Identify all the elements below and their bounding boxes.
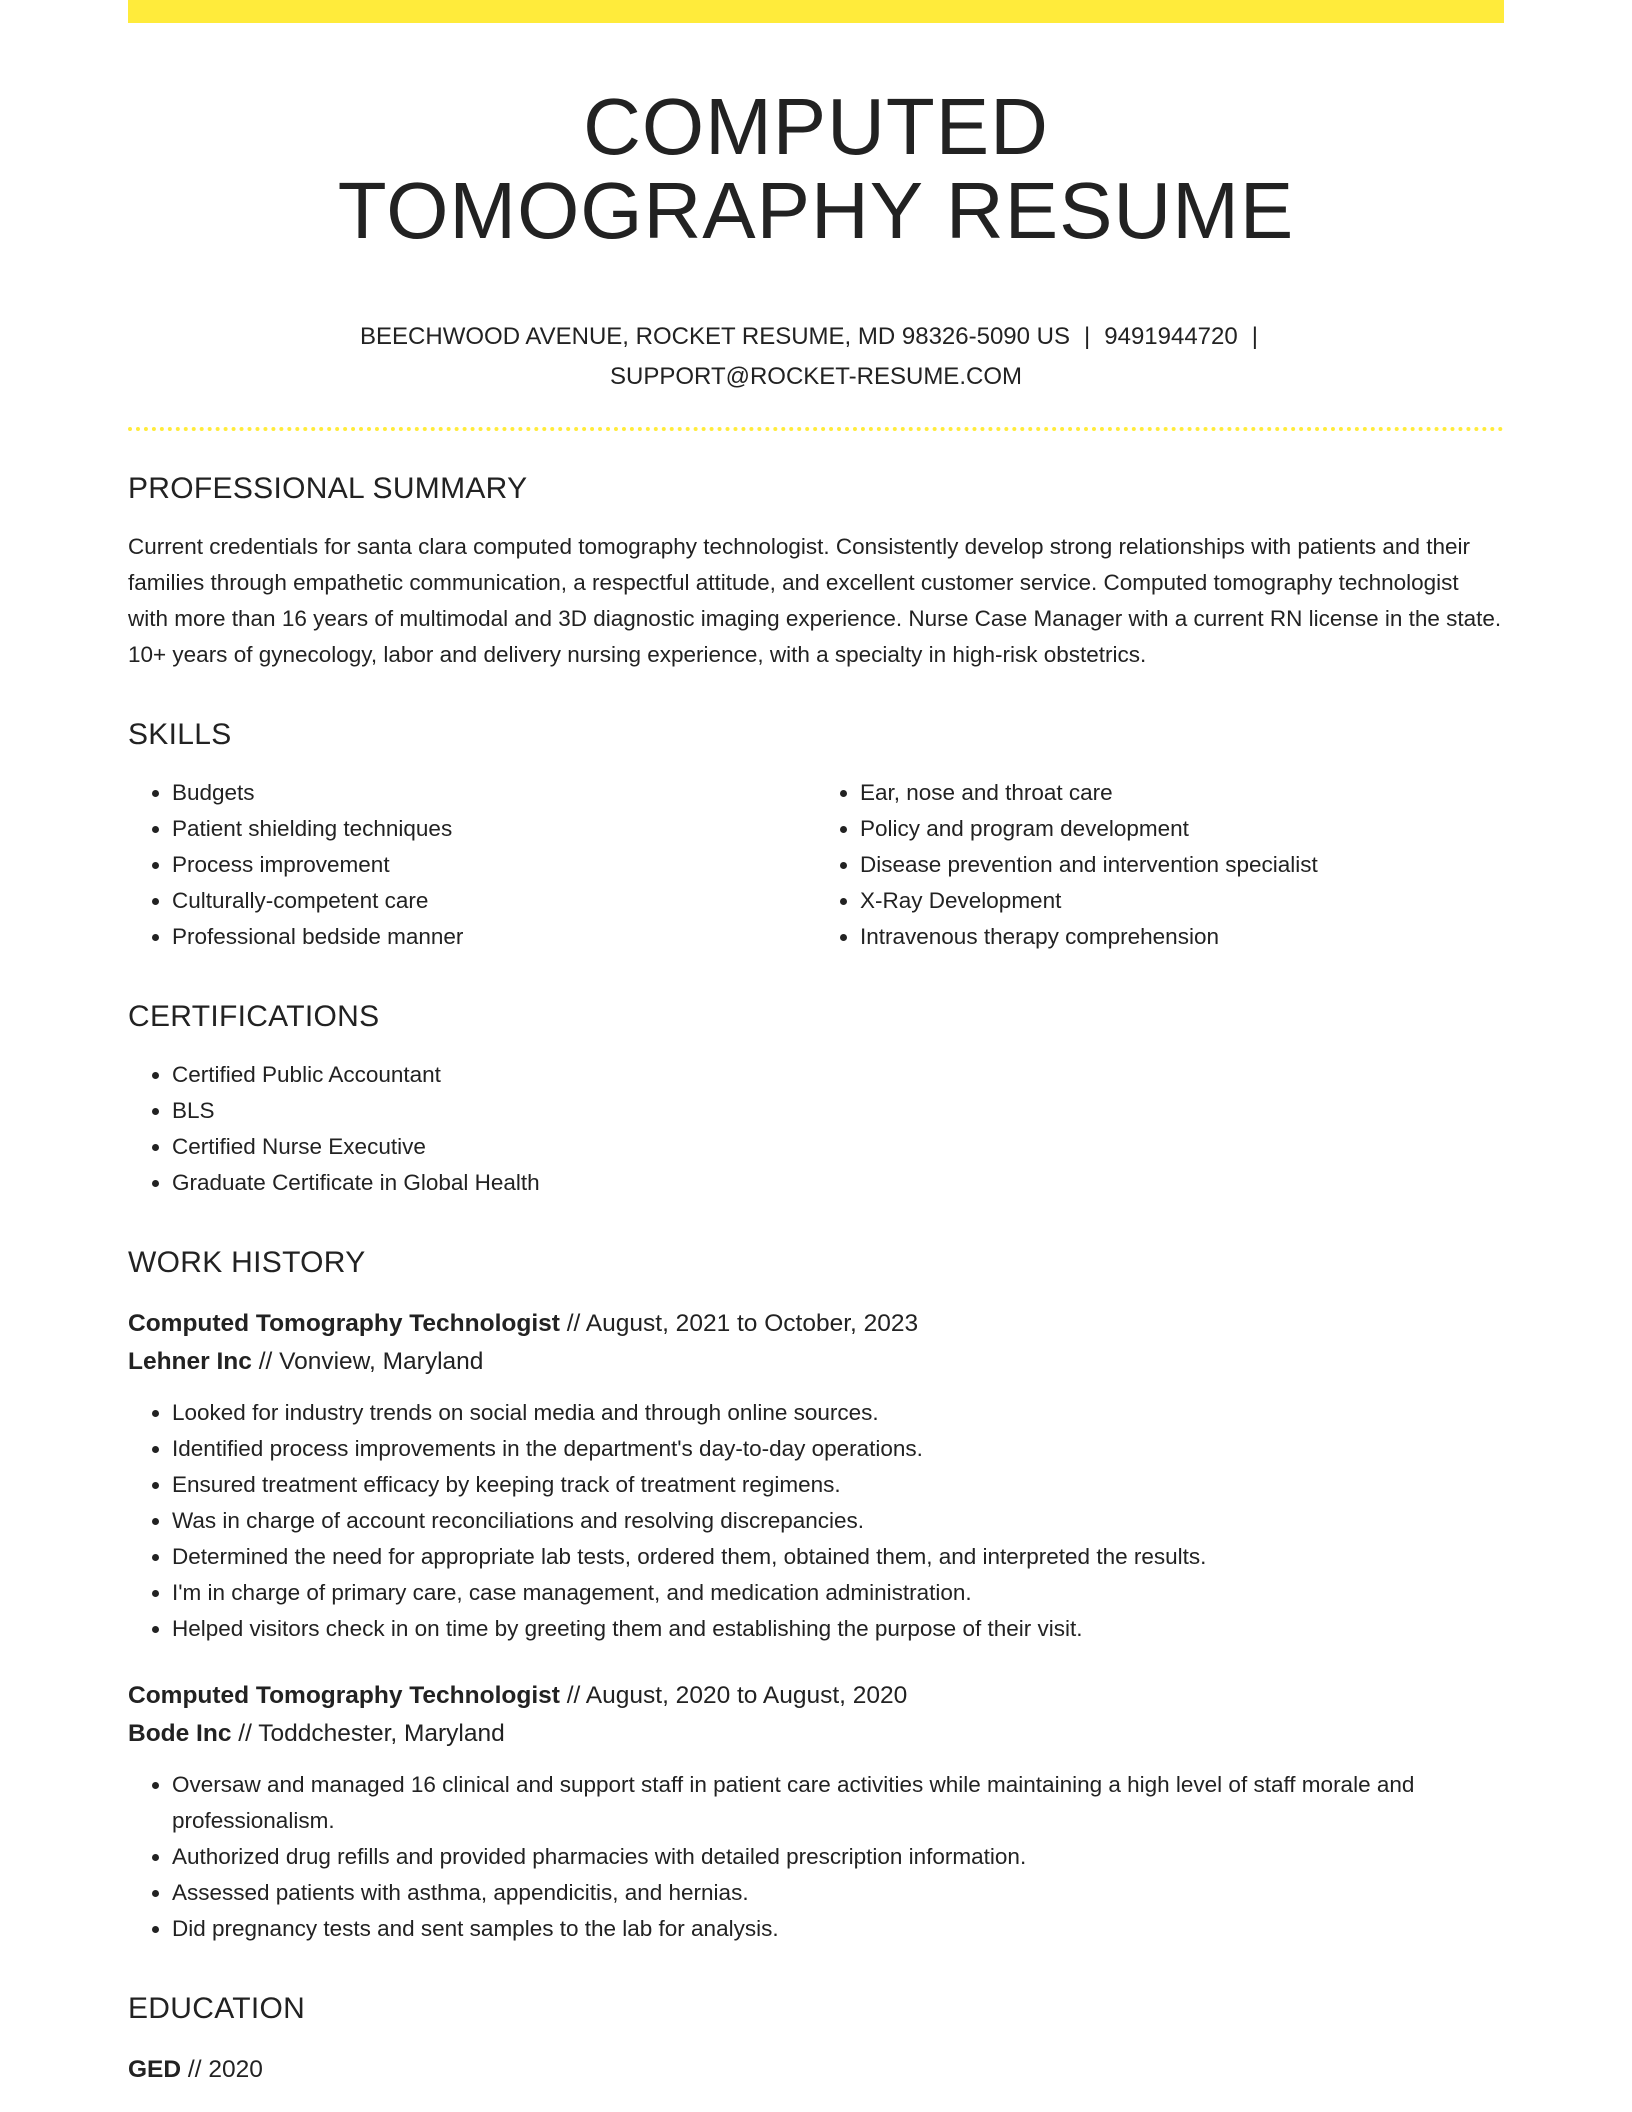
accent-top-bar — [128, 0, 1504, 23]
job-duty: • Was in charge of account reconciliations and resolving discrepancies. — [172, 1503, 1504, 1539]
job-title-line — [128, 1305, 1504, 1343]
contact-separator: | — [1251, 323, 1258, 350]
job-location: // Vonview, Maryland — [251, 1348, 484, 1375]
contact-line1 — [128, 317, 1504, 357]
job-entry — [128, 1677, 1504, 1947]
job-duty: • Looked for industry trends on social media and through online sources. — [172, 1395, 1504, 1431]
work-history-heading: WORK HISTORY — [128, 1246, 366, 1279]
skill-item: • Patient shielding techniques — [172, 811, 816, 847]
skill-item: • Intravenous therapy comprehension — [860, 919, 1504, 955]
skills-heading: SKILLS — [128, 718, 232, 751]
certification-item: • Certified Nurse Executive — [172, 1129, 1504, 1165]
job-duty: • Determined the need for appropriate lab tests, ordered them, obtained them, and interpreted the results. — [172, 1539, 1504, 1575]
skill-item: • Policy and program development — [860, 811, 1504, 847]
resume-title — [128, 82, 1504, 255]
job-duties-list — [128, 1767, 1504, 1947]
job-title-line — [128, 1677, 1504, 1715]
skill-item: • Professional bedside manner — [172, 919, 816, 955]
job-duty: • Ensured treatment efficacy by keeping track of treatment regimens. — [172, 1467, 1504, 1503]
skills-grid — [128, 775, 1504, 955]
resume-title-line2: TOMOGRAPHY RESUME — [337, 166, 1295, 255]
job-company: Lehner Inc — [128, 1348, 252, 1375]
education-entry — [128, 2051, 1504, 2089]
skills-list-right — [816, 775, 1504, 955]
education-heading: EDUCATION — [128, 1992, 306, 2025]
job-duty: • Helped visitors check in on time by greeting them and establishing the purpose of their visit. — [172, 1611, 1504, 1647]
job-duty: • Did pregnancy tests and sent samples to the lab for analysis. — [172, 1911, 1504, 1947]
skills-list-left — [128, 775, 816, 955]
skill-item: • Budgets — [172, 775, 816, 811]
job-duty: • Identified process improvements in the department's day-to-day operations. — [172, 1431, 1504, 1467]
job-company: Bode Inc — [128, 1720, 232, 1747]
certification-item: • Graduate Certificate in Global Health — [172, 1165, 1504, 1201]
job-header — [128, 1677, 1504, 1753]
job-duty: • Authorized drug refills and provided pharmacies with detailed prescription information. — [172, 1839, 1504, 1875]
certification-item: • BLS — [172, 1093, 1504, 1129]
contact-email: SUPPORT@ROCKET-RESUME.COM — [610, 363, 1022, 390]
job-dates: // August, 2021 to October, 2023 — [559, 1310, 919, 1337]
job-location: // Toddchester, Maryland — [231, 1720, 505, 1747]
contact-address: BEECHWOOD AVENUE, ROCKET RESUME, MD 98326-5090 US — [360, 323, 1071, 350]
skill-item: • Culturally-competent care — [172, 883, 816, 919]
skill-item: • Disease prevention and intervention specialist — [860, 847, 1504, 883]
job-entry — [128, 1305, 1504, 1647]
job-duty: • Assessed patients with asthma, appendicitis, and hernias. — [172, 1875, 1504, 1911]
job-duty: • Oversaw and managed 16 clinical and support staff in patient care activities while maintaining a high level of staff morale and professionalism. — [172, 1767, 1504, 1839]
job-role: Computed Tomography Technologist — [128, 1682, 560, 1709]
job-dates: // August, 2020 to August, 2020 — [559, 1682, 908, 1709]
contact-phone: 9491944720 — [1104, 323, 1238, 350]
contact-separator: | — [1084, 323, 1091, 350]
skill-item: • Process improvement — [172, 847, 816, 883]
job-company-line — [128, 1343, 1504, 1381]
summary-text: Current credentials for santa clara computed tomography technologist. Consistently develop strong relationships with patients and their families through empathetic communication, a respectful attitude, and excellent customer service. Computed tomography technologist with more than 16 years of multimodal and 3D diagnostic imaging experience. Nurse Case Manager with a current RN license in the state. 10+ years of gynecology, labor and delivery nursing experience, with a specialty in high-risk obstetrics. — [128, 534, 1502, 667]
certification-item: • Certified Public Accountant — [172, 1057, 1504, 1093]
certifications-heading: CERTIFICATIONS — [128, 1000, 380, 1033]
education-degree: GED — [128, 2056, 182, 2083]
contact-info — [128, 317, 1504, 397]
job-duty: • I'm in charge of primary care, case management, and medication administration. — [172, 1575, 1504, 1611]
contact-line2 — [128, 357, 1504, 397]
job-company-line — [128, 1715, 1504, 1753]
resume-title-line1: COMPUTED — [583, 82, 1049, 171]
resume-page — [128, 0, 1504, 2089]
job-role: Computed Tomography Technologist — [128, 1310, 560, 1337]
education-year: // 2020 — [181, 2056, 263, 2083]
summary-heading: PROFESSIONAL SUMMARY — [128, 472, 528, 505]
section-divider — [128, 427, 1504, 431]
job-duties-list — [128, 1395, 1504, 1647]
skill-item: • X-Ray Development — [860, 883, 1504, 919]
job-header — [128, 1305, 1504, 1381]
certifications-list — [128, 1057, 1504, 1201]
skill-item: • Ear, nose and throat care — [860, 775, 1504, 811]
